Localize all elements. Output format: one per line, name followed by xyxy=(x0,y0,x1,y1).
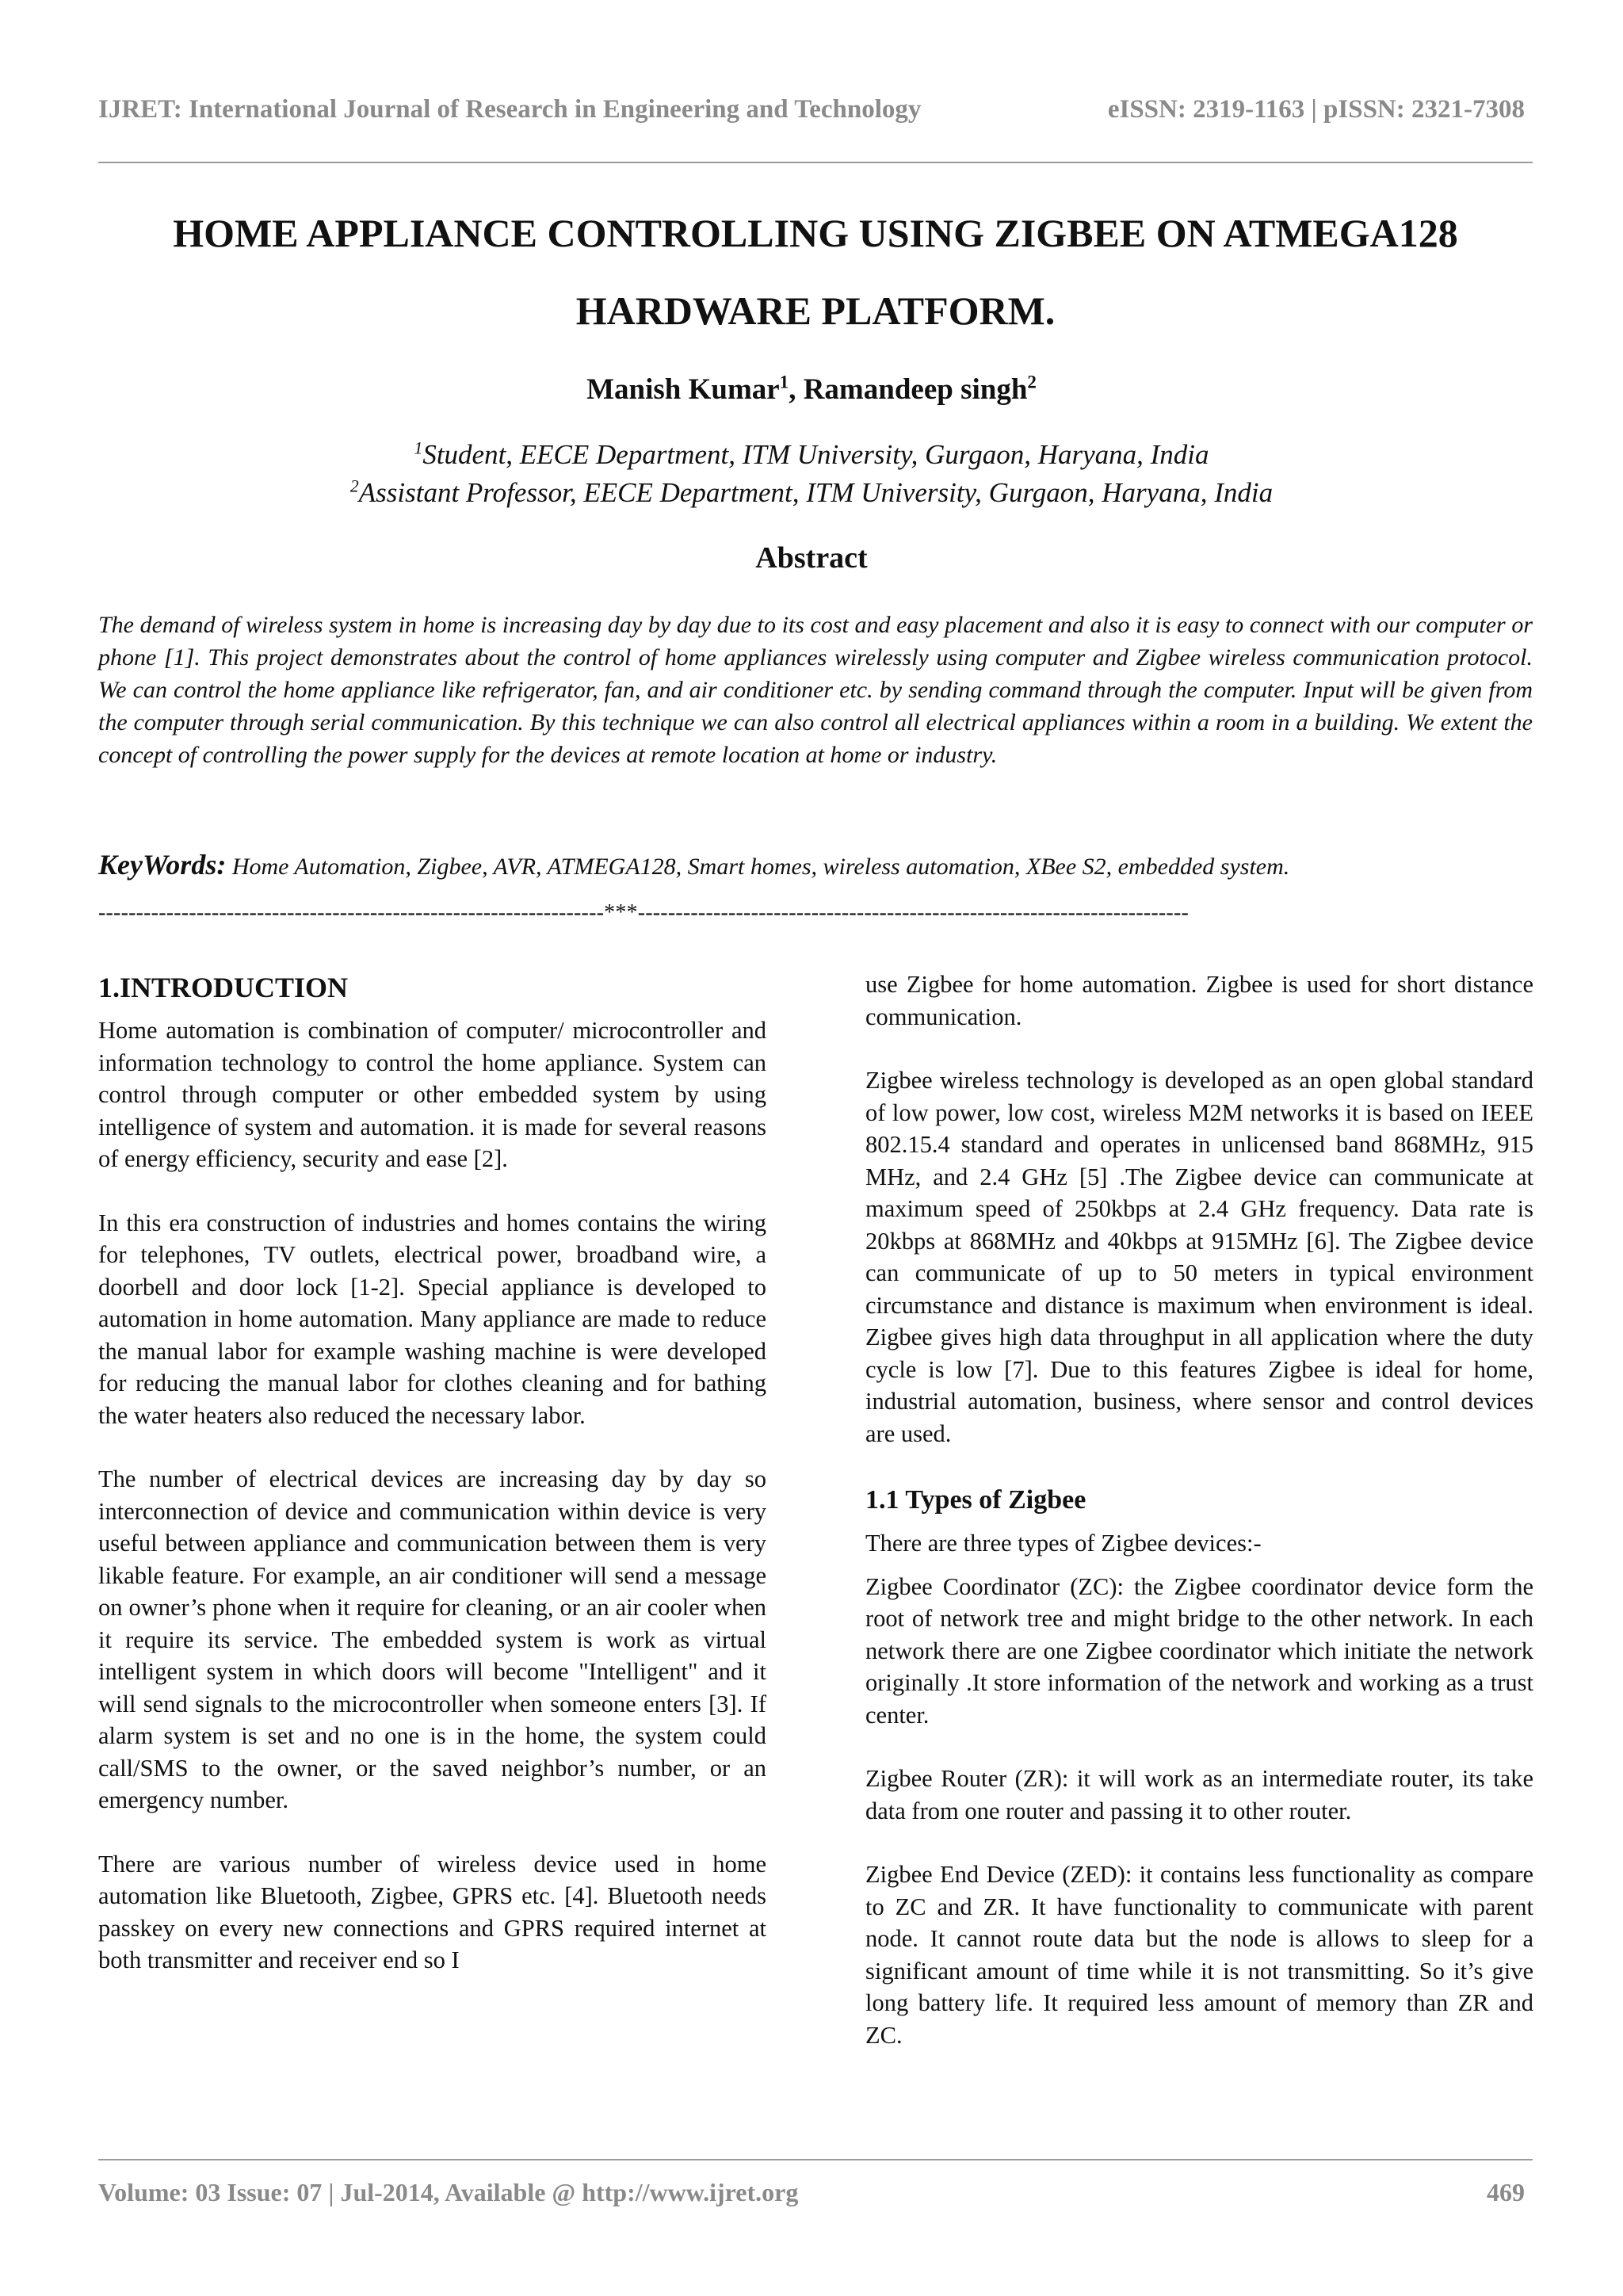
paper-title xyxy=(98,194,1533,350)
author-superscript: 1 xyxy=(779,372,789,392)
author-superscript: 2 xyxy=(1027,372,1037,392)
body-paragraph: Zigbee wireless technology is developed as an open global standard of low power, low cost, wireless M2M networks it is based on IEEE 802.15.4 standard and operates in unlicensed band 868MHz, 915 MHz, and 2.4 GHz [5] .The Zigbee device can communicate at maximum speed of 250kbps at 2.4 GHz frequency. Data rate is 20kbps at 868MHz and 40kbps at 915MHz [6]. The Zigbee device can communicate of up to 50 meters in typical environment circumstance and distance is maximum when environment is ideal. Zigbee gives high data throughput in all application where the duty cycle is low [7]. Due to this features Zigbee is ideal for home, industrial automation, business, where sensor and control devices are used. xyxy=(865,1067,1533,1447)
journal-name: IJRET: International Journal of Research in Engineering and Technology xyxy=(98,95,922,124)
subsection-heading-types-of-zigbee: 1.1 Types of Zigbee xyxy=(865,1485,1086,1515)
affiliation-text: Assistant Professor, EECE Department, ITM University, Gurgaon, Haryana, India xyxy=(358,477,1274,508)
affiliation-text: Student, EECE Department, ITM University, Gurgaon, Haryana, India xyxy=(422,439,1209,470)
section-separator: -------------------------------------------------------------------***------------------------------------------------------------------------- xyxy=(98,900,1189,925)
affiliation-line xyxy=(0,436,1623,474)
affiliation-superscript: 2 xyxy=(349,476,359,496)
body-paragraph: Zigbee End Device (ZED): it contains less functionality as compare to ZC and ZR. It have functionality to communicate with parent node. It cannot route data but the node is allows to sleep for a significant amount of time while it is not transmitting. So it’s give long battery life. It required less amount of memory than ZR and ZC. xyxy=(865,1861,1533,2049)
body-paragraph: use Zigbee for home automation. Zigbee is used for short distance communication. xyxy=(865,971,1533,1030)
keywords-label: KeyWords: xyxy=(98,849,227,881)
volume-info: Volume: 03 Issue: 07 | Jul-2014, Available @ http://www.ijret.org xyxy=(98,2178,799,2206)
title-line-1: HOME APPLIANCE CONTROLLING USING ZIGBEE ON ATMEGA128 xyxy=(173,211,1458,255)
abstract-body: The demand of wireless system in home is increasing day by day due to its cost and easy placement and also it is easy to connect with our computer or phone [1]. This project demonstrates about the control of home appliances wirelessly using computer and Zigbee wireless communication protocol. We can control the home appliance like refrigerator, fan, and air conditioner etc. by sending command through the computer. Input will be given from the computer through serial communication. By this technique we can also control all electrical appliances within a room in a building. We extent the concept of controlling the power supply for the devices at remote location at home or industry. xyxy=(98,612,1533,768)
left-column xyxy=(98,968,766,2008)
running-header xyxy=(98,95,1525,135)
author-name: Ramandeep singh xyxy=(803,373,1028,406)
keywords-text: Home Automation, Zigbee, AVR, ATMEGA128, Smart homes, wireless automation, XBee S2, embedded system. xyxy=(231,854,1290,880)
body-paragraph: Zigbee Coordinator (ZC): the Zigbee coordinator device form the root of network tree and might bridge to the other network. In each network there are one Zigbee coordinator which initiate the network originally .It store information of the network and working as a trust center. xyxy=(865,1572,1533,1729)
page-footer xyxy=(98,2178,1525,2218)
section-heading-introduction: 1.INTRODUCTION xyxy=(98,972,349,1003)
body-paragraph: There are three types of Zigbee devices:- xyxy=(865,1530,1262,1557)
affiliation-line xyxy=(0,474,1623,512)
right-column xyxy=(865,968,1533,2083)
title-line-2: HARDWARE PLATFORM. xyxy=(575,288,1056,333)
abstract-heading: Abstract xyxy=(755,541,868,575)
page-number: 469 xyxy=(1487,2178,1525,2206)
footer-rule xyxy=(98,2159,1533,2160)
author-list xyxy=(0,372,1623,407)
body-paragraph: Zigbee Router (ZR): it will work as an intermediate router, its take data from one router and passing it to other router. xyxy=(865,1765,1533,1824)
keywords xyxy=(98,848,1533,881)
affiliations xyxy=(0,436,1623,512)
body-paragraph: Home automation is combination of computer/ microcontroller and information technology to control the home appliance. System can control through computer or other embedded system by using intelligence of system and automation. it is made for several reasons of energy efficiency, security and ease [2]. xyxy=(98,1017,766,1172)
body-paragraph: There are various number of wireless device used in home automation like Bluetooth, Zigbee, GPRS etc. [4]. Bluetooth needs passkey on every new connections and GPRS required internet at both transmitter and receiver end so I xyxy=(98,1850,766,1973)
author-separator: , xyxy=(789,373,804,406)
header-rule xyxy=(98,162,1533,163)
body-paragraph: The number of electrical devices are increasing day by day so interconnection of device and communication within device is very useful between appliance and communication between them is very likable feature. For example, an air conditioner will send a message on owner’s phone when it require for cleaning, or an air cooler when it require its service. The embedded system is work as virtual intelligent system in which doors will become "Intelligent" and it will send signals to the microcontroller when someone enters [3]. If alarm system is set and no one is in the home, the system could call/SMS to the owner, or the saved neighbor’s number, or an emergency number. xyxy=(98,1465,766,1813)
author-name: Manish Kumar xyxy=(586,373,780,406)
affiliation-superscript: 1 xyxy=(414,438,423,458)
issn-numbers: eISSN: 2319-1163 | pISSN: 2321-7308 xyxy=(1107,95,1525,124)
body-paragraph: In this era construction of industries and homes contains the wiring for telephones, TV outlets, electrical power, broadband wire, a doorbell and door lock [1-2]. Special appliance is developed to automation in home automation. Many appliance are made to reduce the manual labor for example washing machine is were developed for reducing the manual labor for clothes cleaning and for bathing the water heaters also reduced the necessary labor. xyxy=(98,1209,766,1429)
